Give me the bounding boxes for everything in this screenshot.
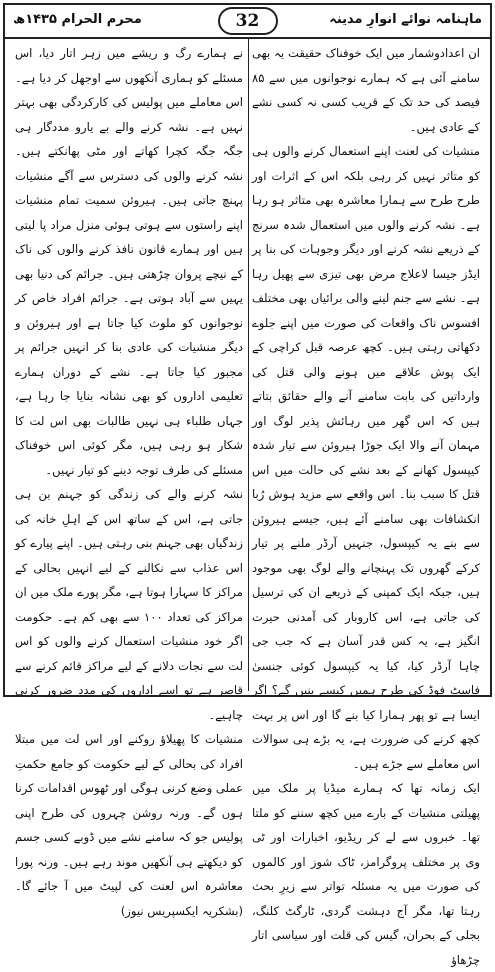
paragraph: ان اعدادوشمار میں ایک خوفناک حقیقت یہ بھی سامنے آئی ہے کہ ہمارے نوجوانوں میں سے ۸۵ فیصد کی حد تک کے قریب کسی نہ کسی نشے کے عادی ہیں۔ <box>252 46 480 134</box>
page-frame <box>3 3 492 967</box>
magazine-title: ماہنامہ نوائے انوارِ مدینہ <box>329 12 482 27</box>
column-divider <box>248 39 249 691</box>
paragraph: منشیات کا پھیلاؤ روکنے اور اس لت میں مبتلا افراد کی بحالی کے لیے حکومت کو جامع حکمتِ عملی وضع کرنی ہوگی اور ٹھوس اقدامات کرنا ہوں گے۔ ورنہ روشن چہروں کی طرح اپنی پولیس جو کہ سامنے نشے میں ڈوبے کسی جسم کو دیکھتے ہی آنکھیں موند رہے ہیں۔ ورنہ پورا معاشرہ اس لعنت کی لپیٹ میں آ جائے گا۔ (بشکریہ ایکسپریس نیوز) <box>15 732 243 918</box>
paragraph: ایک زمانہ تھا کہ ہمارے میڈیا پر ملک میں پھیلتی منشیات کے بارے میں کچھ سننے کو ملتا تھا۔ خبروں سے لے کر ریڈیو، اخبارات اور ٹی وی پر مختلف پروگرامز، ٹاک شوز اور کالموں کی صورت میں یہ مسئلہ تواتر سے زیرِ بحث رہتا تھا، مگر آج دہشت گردی، ٹارگٹ کلنگ، بجلی کے بحران، گیس کی قلت اور سیاسی اتار چڑھاؤ <box>252 781 480 967</box>
page-number: 32 <box>218 7 278 35</box>
right-column <box>252 41 480 967</box>
paragraph: منشیات کی لعنت اپنے استعمال کرنے والوں ہی کو متاثر نہیں کر رہی بلکہ اس کے اثرات اور طرح طرح سے ہمارا معاشرہ بھی متاثر ہو رہا ہے۔ نشہ کرنے والوں میں استعمال شدہ سرنج کے ذریعے نشہ کرنے اور دیگر وجوہات کی بنا پر ایڈز جیسا لاعلاج مرض بھی تیزی سے پھیل رہا ہے۔ نشے سے جنم لینے والی برائیاں بھی مختلف افسوس ناک واقعات کی صورت میں اپنے جلوے دکھاتی رہتی ہیں۔ کچھ عرصہ قبل کراچی کے ایک پوش علاقے میں ہونے والی قتل کی وارداتیں کی بابت سامنے آنے والے حقائق بتاتے ہیں کہ اس گھر میں رہائش پذیر لوگ اور مہمان آنے والا ایک جوڑا ہیروئن سے تیار شدہ کیپسول کھانے کے بعد نشے کی حالت میں اس قتل کا سبب بنا۔ اس واقعے سے مزید ہوش رُبا انکشافات بھی سامنے آئے ہیں، جیسے ہیروئن سے بنے یہ کیپسول، جنہیں آرڈر ملنے پر تیار کرکے گھروں تک پہنچانے والے لوگ بھی موجود ہیں، جبکہ ایک کمپنی کے ذریعے ان کی ترسیل کی جاتی ہے، اس کاروبار کی آمدنی حیرت انگیز ہے، یہ کس قدر آسان ہے کہ جب جی چاہا آرڈر کیا، کیا یہ کیپسول کوئی جنسیٰ فاسٹ فوڈ کی طرح ہمیں کیسے بنیں گے؟ اگر ایسا ہے تو پھر ہمارا کیا بنے گا اور اس پر بہت کچھ کرنے کی ضرورت ہے، یہ بڑے ہی سوالات اس معاملے سے جڑے ہیں۔ <box>252 144 480 771</box>
paragraph: نے ہمارے رگ و ریشے میں زہر اتار دیا، اس مسئلے کو ہماری آنکھوں سے اوجھل کر دیا ہے۔ اس معاملے میں پولیس کی کارکردگی بھی بہتر نہیں ہے۔ نشہ کرنے والے بے یارو مددگار ہی جگہ جگہ کچرا کھاتے اور مٹی پھانکتے ہیں۔ نشہ کرنے والوں کی دسترس سے آگے منشیات پہنچ جاتی ہیں۔ ہیروئن سمیت تمام منشیات اپنے راستوں سے ہوتی ہوئی منزل مراد پا لیتی ہیں اور ہمارے قانون نافذ کرنے والوں کی ناک کے نیچے پروان چڑھتی ہیں۔ جرائم کی دنیا بھی یہیں سے آباد ہوتی ہے۔ جرائم افراد خاص کر نوجوانوں کو ملوث کیا جاتا ہے اور ہیروئن و دیگر منشیات کی عادی بنا کر انہیں جرائم پر مجبور کیا جاتا ہے۔ نشے کے دوران ہمارے تعلیمی اداروں کو بھی نشانہ بنایا جا رہا ہے، جہاں طلباء ہی نہیں طالبات بھی اس لت کا شکار ہو رہی ہیں، مگر کوئی اس خوفناک مسئلے کی طرف توجہ دینے کو تیار نہیں۔ <box>15 46 243 477</box>
left-column <box>15 41 243 918</box>
paragraph: نشہ کرنے والے کی زندگی کو جہنم بن ہی جاتی ہے، اس کے ساتھ اس کے اہلِ خانہ کی زندگیاں بھی جہنم بنی رہتی ہیں۔ اپنے پیارے کو اس عذاب سے نکالنے کے لیے انہیں بحالی کے مراکز کا سہارا ہوتا ہے، مگر پورے ملک میں ان مراکز کی تعداد ۱۰۰ سے بھی کم ہے۔ حکومت اگر خود منشیات استعمال کرنے والوں کو اس لت سے نجات دلانے کے لیے مراکز قائم کرنے سے قاصر ہے تو اسے اداروں کی مدد ضرور کرنی چاہیے۔ <box>15 487 243 722</box>
issue-date: محرم الحرام ۱۴۳۵ھ <box>13 12 142 27</box>
